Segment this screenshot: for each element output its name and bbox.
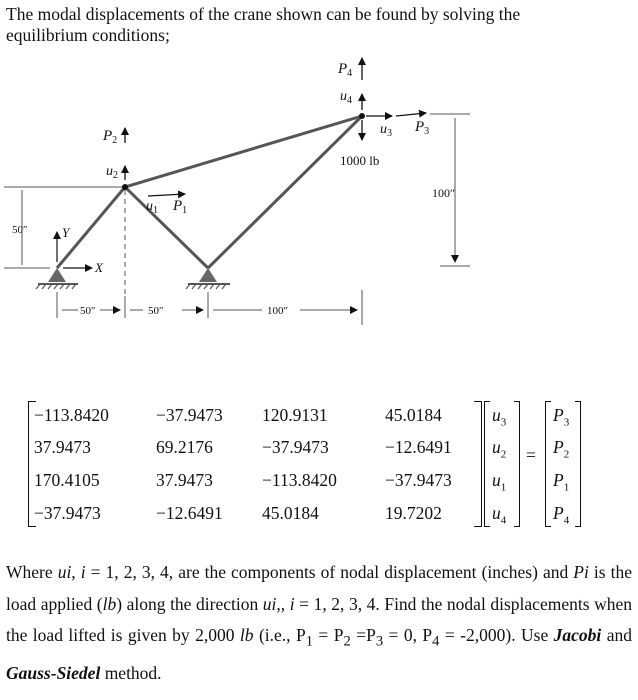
joint-tip <box>359 113 365 119</box>
u-bracket-left <box>484 401 490 527</box>
member-mid-leg <box>125 187 208 268</box>
problem-statement: Where ui, i = 1, 2, 3, 4, are the components of nodal displacement (inches) and Pi is the load applied (lb) along the direction ui,, i = 1, 2, 3, 4. Find the nodal displacements when the load lifted is given by 2,000 lb (i.e., $P_1 = P_2 =P_3 = 0$, $P_4 = -2,000$). Use Jacobi and Gauss-Siedel method. <box>6 562 632 683</box>
matrix-cell: −113.8420 <box>34 405 109 425</box>
u-vector-entry: $u_1$ <box>492 470 507 494</box>
label-load: 1000 lb <box>340 153 380 168</box>
label-w100: 100″ <box>267 305 289 317</box>
p-vector-entry: $P_2$ <box>553 437 570 461</box>
p-bracket-right <box>575 401 581 527</box>
matrix-cell: 69.2176 <box>156 437 213 457</box>
joint-2 <box>122 184 128 190</box>
matrix-cell: 45.0184 <box>385 405 442 425</box>
u-vector-entry: $u_3$ <box>492 405 507 429</box>
matrix-cell: 19.7202 <box>385 503 442 523</box>
dim-widths <box>57 290 362 325</box>
label-u2: $u_2$ <box>106 164 118 181</box>
p-vector-entry: $P_1$ <box>553 470 570 494</box>
label-P4: $P_4$ <box>338 61 353 79</box>
intro-line-2: equilibrium conditions; <box>6 25 170 45</box>
u-bracket-right <box>514 401 520 527</box>
matrix-cell: −113.8420 <box>262 470 337 490</box>
intro-line-1: The modal displacements of the crane shown can be found by solving the <box>6 4 521 24</box>
label-w50b: 50″ <box>148 305 164 317</box>
matrix-cell: −12.6491 <box>385 437 452 457</box>
label-u1: $u_1$ <box>146 199 158 216</box>
matrix-cell: 170.4105 <box>34 470 100 490</box>
pin-support-right <box>186 268 230 289</box>
p-vector-entry: $P_4$ <box>553 503 570 527</box>
label-X: X <box>95 260 103 275</box>
problem-intro <box>6 4 632 46</box>
matrix-cell: −37.9473 <box>385 470 452 490</box>
matrix-cell: 37.9473 <box>34 437 91 457</box>
p-bracket-left <box>545 401 551 527</box>
label-Y: Y <box>62 225 70 240</box>
crane-diagram <box>0 50 638 325</box>
label-P2: $P_2$ <box>103 128 118 146</box>
matrix-bracket-right <box>474 401 482 527</box>
u-vector-entry: $u_2$ <box>492 437 507 461</box>
stiffness-equation <box>0 395 638 535</box>
label-h100: 100″ <box>432 186 455 200</box>
equals-sign: = <box>526 445 536 465</box>
label-P1: $P_1$ <box>173 198 188 216</box>
label-u3: $u_3$ <box>380 122 392 139</box>
matrix-cell: −37.9473 <box>34 503 101 523</box>
matrix-cell: −37.9473 <box>156 405 223 425</box>
matrix-cell: 120.9131 <box>262 405 328 425</box>
matrix-cell: −37.9473 <box>262 437 329 457</box>
matrix-cell: 37.9473 <box>156 470 213 490</box>
label-P3: $P_3$ <box>415 119 430 137</box>
u-vector-entry: $u_4$ <box>492 503 507 527</box>
matrix-cell: −12.6491 <box>156 503 223 523</box>
label-u4: $u_4$ <box>340 89 352 106</box>
p-vector-entry: $P_3$ <box>553 405 570 429</box>
label-w50a: 50″ <box>80 305 96 317</box>
label-h50: 50″ <box>12 224 28 236</box>
matrix-cell: 45.0184 <box>262 503 319 523</box>
pin-support-left <box>36 268 78 289</box>
